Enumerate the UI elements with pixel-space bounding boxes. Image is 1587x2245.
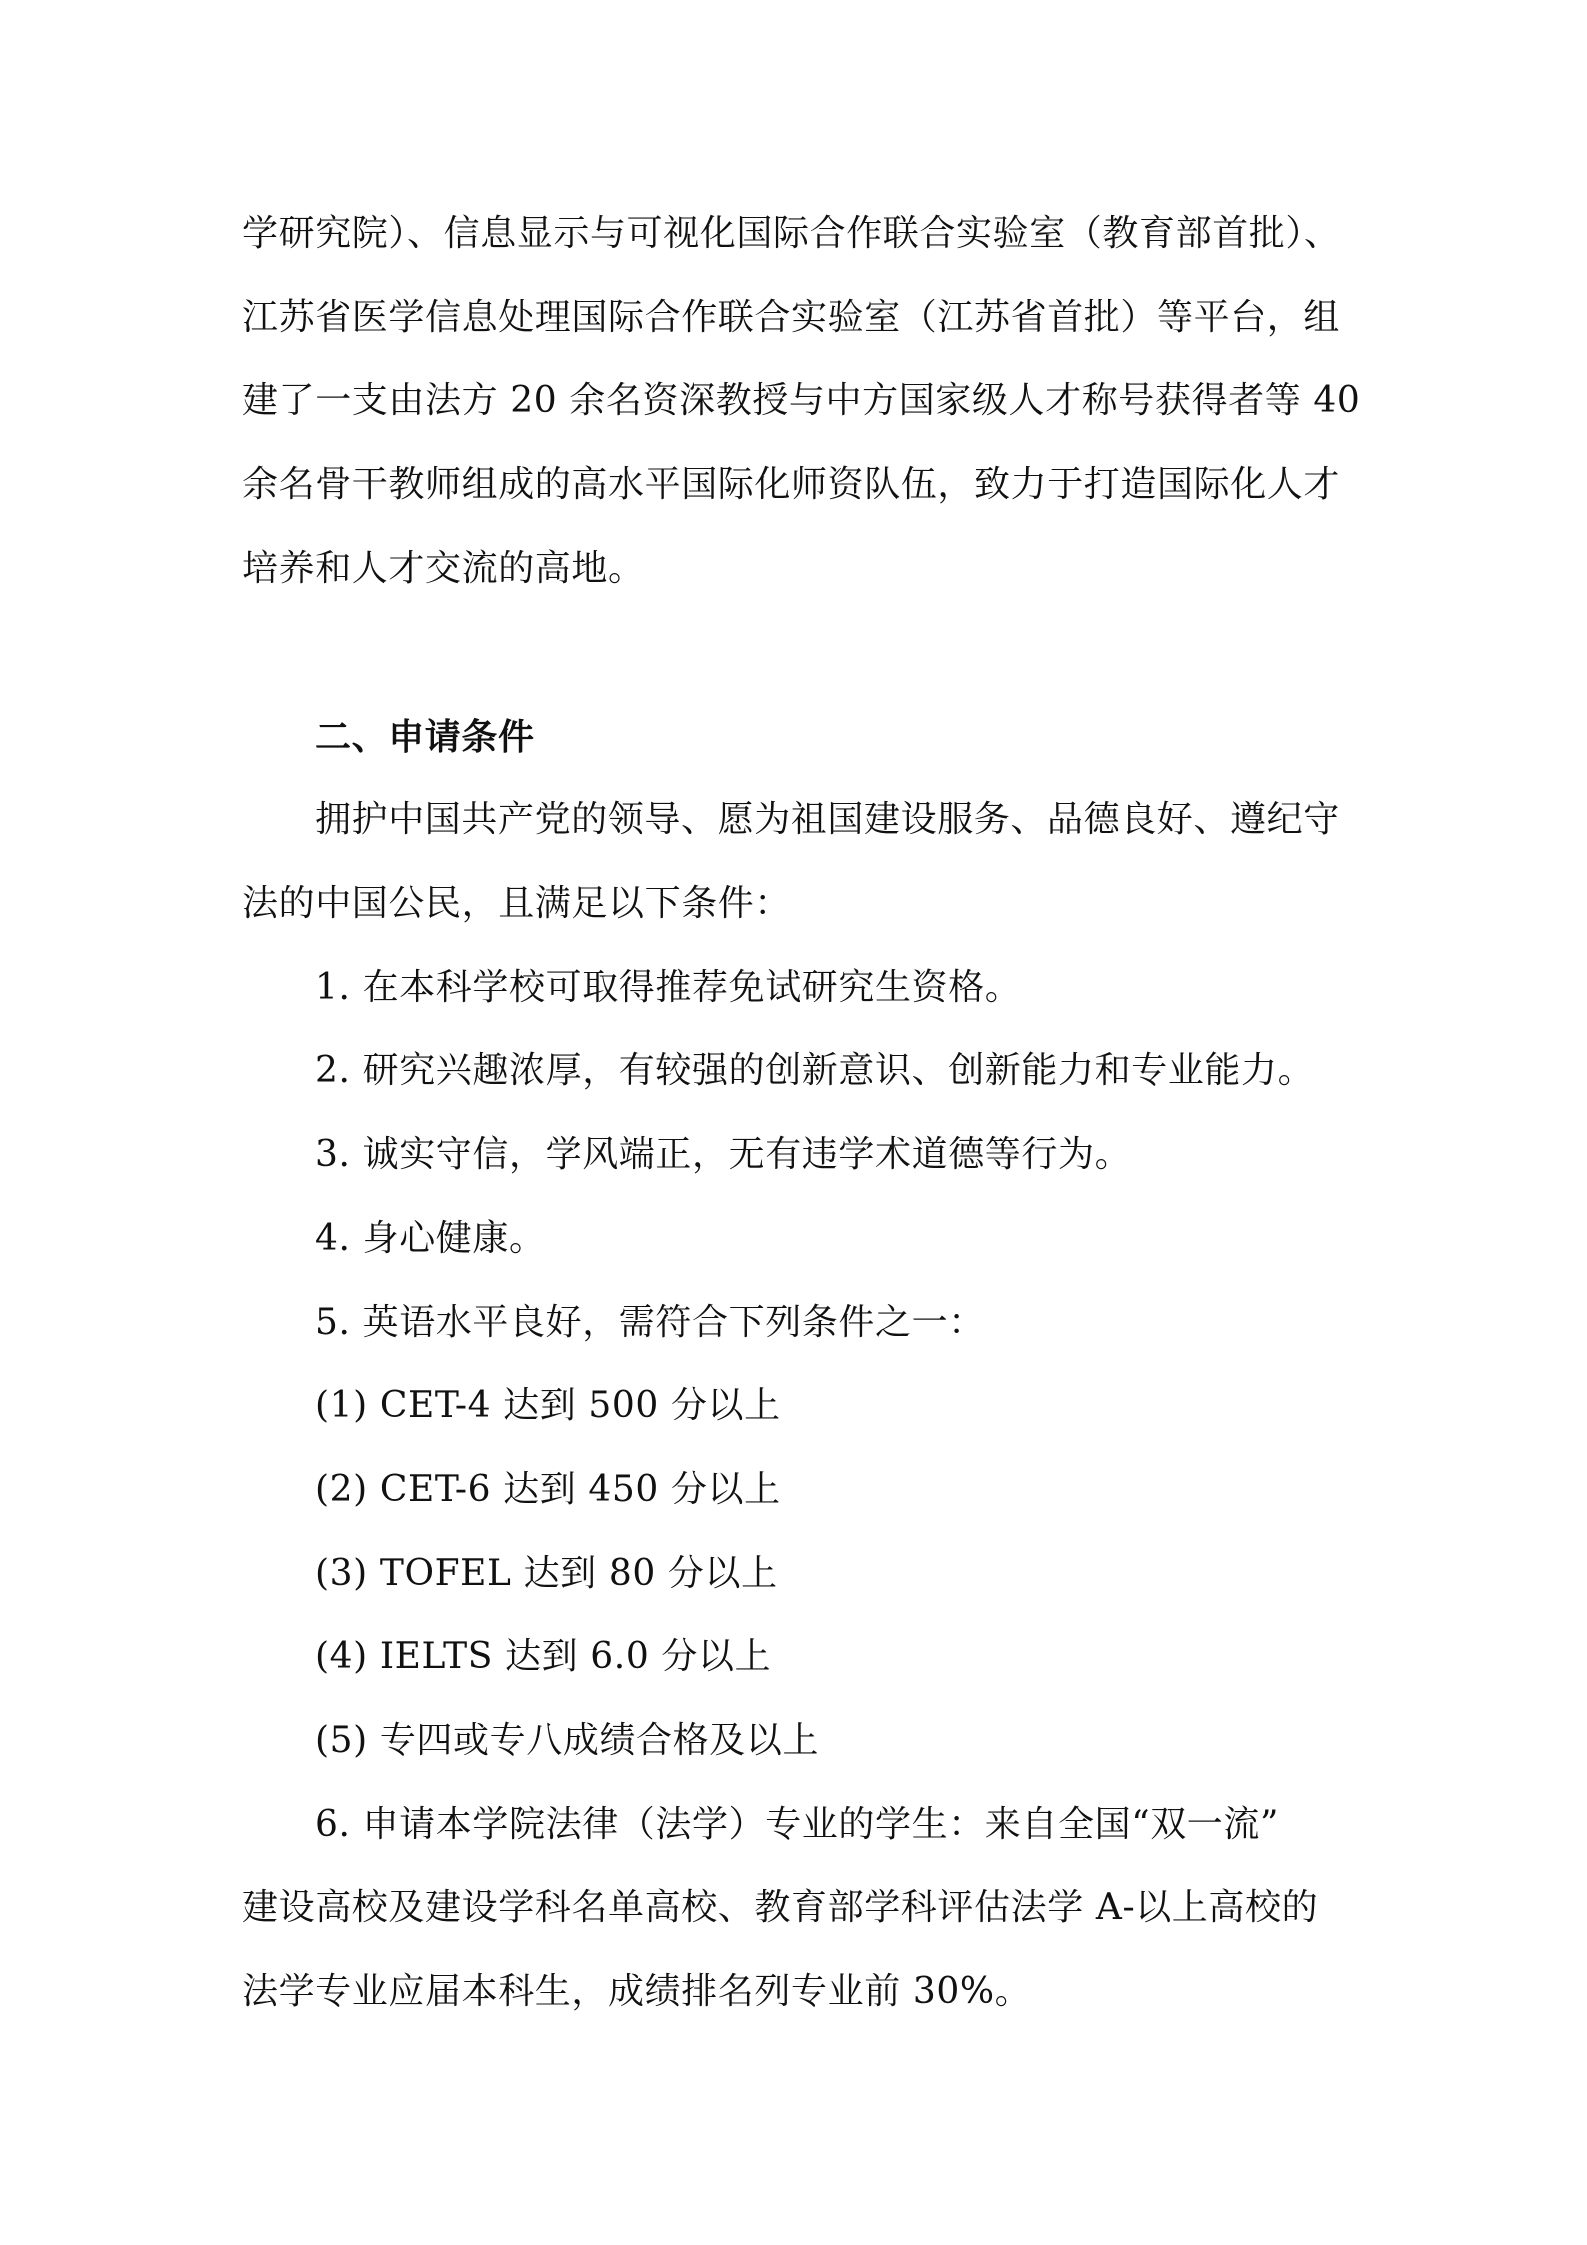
intro-line: 余名骨干教师组成的高水平国际化师资队伍，致力于打造国际化人才	[242, 464, 1341, 505]
english-option: (4) IELTS 达到 6.0 分以上	[315, 1636, 772, 1677]
preamble-line: 拥护中国共产党的领导、愿为祖国建设服务、品德良好、遵纪守	[315, 799, 1340, 840]
law-condition-line: 建设高校及建设学科名单高校、教育部学科评估法学 A-以上高校的	[242, 1887, 1319, 1928]
intro-line: 建了一支由法方 20 余名资深教授与中方国家级人才称号获得者等 40	[242, 380, 1361, 421]
law-condition-line: 6. 申请本学院法律（法学）专业的学生：来自全国“双一流”	[315, 1804, 1279, 1845]
intro-line: 学研究院）、信息显示与可视化国际合作联合实验室（教育部首批）、	[242, 213, 1341, 254]
condition-item: 3. 诚实守信，学风端正，无有违学术道德等行为。	[315, 1134, 1132, 1175]
condition-item: 1. 在本科学校可取得推荐免试研究生资格。	[315, 967, 1022, 1008]
english-option: (3) TOFEL 达到 80 分以上	[315, 1553, 778, 1594]
condition-item: 2. 研究兴趣浓厚，有较强的创新意识、创新能力和专业能力。	[315, 1050, 1315, 1091]
section-heading: 二、申请条件	[315, 716, 535, 758]
condition-item: 5. 英语水平良好，需符合下列条件之一：	[315, 1302, 985, 1343]
intro-line: 培养和人才交流的高地。	[242, 548, 645, 589]
english-option: (1) CET-4 达到 500 分以上	[315, 1385, 781, 1426]
intro-line: 江苏省医学信息处理国际合作联合实验室（江苏省首批）等平台，组	[242, 297, 1341, 338]
law-condition-line: 法学专业应届本科生，成绩排名列专业前 30%。	[242, 1971, 1032, 2012]
english-option: (5) 专四或专八成绩合格及以上	[315, 1720, 820, 1761]
preamble-line: 法的中国公民，且满足以下条件：	[242, 883, 792, 924]
condition-item: 4. 身心健康。	[315, 1218, 546, 1259]
english-option: (2) CET-6 达到 450 分以上	[315, 1469, 781, 1510]
